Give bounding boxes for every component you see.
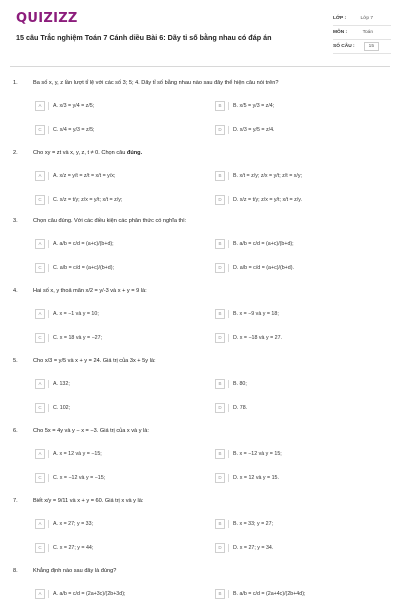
option-text: C. a/b = c/d = (a+c)/(b+d);	[53, 264, 114, 271]
answer-option-c[interactable]	[35, 542, 93, 553]
option-letter-box[interactable]: D	[215, 333, 225, 343]
quizizz-logo: QUIZIZZ	[16, 11, 78, 26]
option-letter-box[interactable]: A	[35, 171, 45, 181]
meta-panel	[333, 12, 391, 54]
option-letter-box[interactable]: B	[215, 449, 225, 459]
option-divider	[48, 520, 49, 528]
question-number: 8.	[13, 568, 18, 574]
option-text: A. x/3 = y/4 = z/5;	[53, 102, 95, 109]
option-letter-box[interactable]: D	[215, 263, 225, 273]
question-text: Cho 5x = 4y và y − x = −3. Giá trị của x và y là:	[33, 428, 149, 434]
option-letter-box[interactable]: D	[215, 543, 225, 553]
option-divider	[48, 264, 49, 272]
option-divider	[48, 310, 49, 318]
page-title: 15 câu Trắc nghiệm Toán 7 Cánh diều Bài 6: Dãy tỉ số bằng nhau có đáp án	[16, 33, 272, 42]
option-text: B. x = −12 và y = 15;	[233, 450, 282, 457]
option-text: C. x/4 = y/3 = z/5;	[53, 126, 95, 133]
option-letter-box[interactable]: D	[215, 195, 225, 205]
answer-option-d[interactable]	[215, 402, 247, 413]
option-text: D. 78.	[233, 404, 248, 411]
option-text: B. x/t = z/y; z/x = y/t; z/t = x/y;	[233, 172, 303, 179]
option-divider	[228, 590, 229, 598]
option-divider	[48, 450, 49, 458]
option-letter-box[interactable]: B	[215, 309, 225, 319]
option-letter-box[interactable]: A	[35, 589, 45, 599]
question-text: Ba số x, y, z lần lượt tỉ lệ với các số 3; 5; 4. Dãy tỉ số bằng nhau nào sau đây thể hiện câu nói trên?	[33, 80, 279, 86]
option-letter-box[interactable]: C	[35, 125, 45, 135]
answer-option-b[interactable]	[215, 378, 247, 389]
meta-class-row	[333, 12, 391, 26]
option-letter-box[interactable]: D	[215, 125, 225, 135]
answer-option-c[interactable]	[35, 194, 122, 205]
option-divider	[228, 310, 229, 318]
option-text: D. a/b = c/d = (a+c)/(b+d).	[233, 264, 294, 271]
option-letter-box[interactable]: C	[35, 543, 45, 553]
subject-value: Toán	[362, 30, 373, 35]
option-divider	[228, 380, 229, 388]
option-text: B. x = −9 và y = 18;	[233, 310, 279, 317]
option-text: A. 132;	[53, 380, 70, 387]
answer-option-b[interactable]	[215, 238, 294, 249]
question-number: 2.	[13, 150, 18, 156]
option-letter-box[interactable]: A	[35, 519, 45, 529]
option-divider	[48, 102, 49, 110]
answer-option-a[interactable]	[35, 378, 70, 389]
class-label: LỚP :	[333, 16, 347, 21]
question-number: 1.	[13, 80, 18, 86]
option-letter-box[interactable]: C	[35, 263, 45, 273]
option-letter-box[interactable]: B	[215, 171, 225, 181]
option-letter-box[interactable]: A	[35, 239, 45, 249]
option-letter-box[interactable]: A	[35, 449, 45, 459]
option-letter-box[interactable]: D	[215, 473, 225, 483]
answer-option-c[interactable]	[35, 472, 105, 483]
option-text: A. x = −1 và y = 10;	[53, 310, 99, 317]
question-text-main: Cho xy = zt và x, y, z, t ≠ 0. Chọn câu	[33, 150, 127, 156]
option-letter-box[interactable]: B	[215, 379, 225, 389]
option-letter-box[interactable]: A	[35, 379, 45, 389]
answer-option-c[interactable]	[35, 402, 70, 413]
count-label: SỐ CÂU :	[333, 44, 355, 49]
option-letter-box[interactable]: C	[35, 333, 45, 343]
option-letter-box[interactable]: D	[215, 403, 225, 413]
option-divider	[228, 126, 229, 134]
answer-option-a[interactable]	[35, 518, 93, 529]
option-text: A. a/b = c/d = (2a+3c)/(2b+3d);	[53, 590, 126, 597]
option-divider	[48, 590, 49, 598]
question-number: 6.	[13, 428, 18, 434]
option-divider	[48, 196, 49, 204]
option-divider	[48, 334, 49, 342]
meta-count-row	[333, 40, 391, 54]
subject-label: MÔN :	[333, 30, 348, 35]
option-text: B. a/b = c/d = (2a+4c)/(2b+4d);	[233, 590, 306, 597]
option-letter-box[interactable]: B	[215, 101, 225, 111]
answer-option-b[interactable]	[215, 170, 302, 181]
answer-option-a[interactable]	[35, 170, 115, 181]
answer-option-d[interactable]	[215, 194, 302, 205]
answer-option-b[interactable]	[215, 308, 279, 319]
option-divider	[228, 264, 229, 272]
option-text: D. x/z = t/y; z/x = y/t; x/t = z/y.	[233, 196, 302, 203]
option-text: B. x/5 = y/3 = z/4;	[233, 102, 275, 109]
question-text	[33, 150, 142, 156]
question-text: Cho x/3 = y/5 và x + y = 24. Giá trị của 3x + 5y là:	[33, 358, 156, 364]
question-number: 4.	[13, 288, 18, 294]
option-divider	[228, 172, 229, 180]
option-divider	[228, 240, 229, 248]
option-text: A. x/z = y/t = z/t = x/t = y/x;	[53, 172, 116, 179]
option-text: B. a/b = c/d = (a+c)/(b+d);	[233, 240, 294, 247]
option-text: B. 80;	[233, 380, 247, 387]
question-text: Biết x/y = 9/11 và x + y = 60. Giá trị x và y là:	[33, 498, 144, 504]
question-text: Chọn câu đúng. Với các điều kiện các phân thức có nghĩa thì:	[33, 218, 187, 224]
question-text: Khẳng định nào sau đây là đúng?	[33, 568, 117, 574]
option-letter-box[interactable]: B	[215, 589, 225, 599]
option-divider	[228, 334, 229, 342]
answer-option-a[interactable]	[35, 308, 99, 319]
option-divider	[228, 544, 229, 552]
option-divider	[48, 474, 49, 482]
answer-option-d[interactable]	[215, 262, 294, 273]
option-text: C. x = 18 và y = −27;	[53, 334, 103, 341]
question-text: Hai số x, y thoả mãn x/2 = y/-3 và x + y = 9 là:	[33, 288, 147, 294]
option-divider	[48, 126, 49, 134]
option-text: A. a/b = c/d = (a+c)/(b+d);	[53, 240, 114, 247]
option-text: D. x = 27; y = 34.	[233, 544, 274, 551]
option-text: C. x/z = t/y; z/x = y/t; x/t = z/y;	[53, 196, 123, 203]
answer-option-a[interactable]	[35, 238, 114, 249]
meta-subject-row	[333, 26, 391, 40]
answer-option-d[interactable]	[215, 124, 275, 135]
answer-option-d[interactable]	[215, 332, 282, 343]
answer-option-a[interactable]	[35, 448, 102, 459]
answer-option-b[interactable]	[215, 100, 274, 111]
question-number: 7.	[13, 498, 18, 504]
header-divider	[10, 66, 390, 67]
option-text: A. x = 12 và y = −15;	[53, 450, 102, 457]
option-text: C. x = −12 và y = −15;	[53, 474, 106, 481]
option-letter-box[interactable]: C	[35, 403, 45, 413]
option-letter-box[interactable]: B	[215, 519, 225, 529]
option-letter-box[interactable]: A	[35, 309, 45, 319]
answer-option-b[interactable]	[215, 518, 273, 529]
option-divider	[228, 450, 229, 458]
option-letter-box[interactable]: C	[35, 195, 45, 205]
option-text: D. x/3 = y/5 = z/4.	[233, 126, 275, 133]
question-text-emphasis: đúng.	[126, 150, 143, 156]
option-text: B. x = 33; y = 27;	[233, 520, 274, 527]
class-value: Lớp 7	[360, 16, 373, 21]
option-text: D. x = −18 và y = 27.	[233, 334, 283, 341]
count-value: 15	[364, 42, 379, 51]
option-divider	[48, 380, 49, 388]
option-divider	[228, 474, 229, 482]
option-divider	[48, 240, 49, 248]
answer-option-c[interactable]	[35, 124, 95, 135]
option-divider	[228, 196, 229, 204]
option-text: D. x = 12 và y = 15.	[233, 474, 279, 481]
answer-option-d[interactable]	[215, 542, 273, 553]
question-number: 3.	[13, 218, 18, 224]
option-divider	[48, 172, 49, 180]
option-letter-box[interactable]: C	[35, 473, 45, 483]
option-divider	[48, 404, 49, 412]
answer-option-c[interactable]	[35, 332, 102, 343]
answer-option-a[interactable]	[35, 588, 125, 599]
answer-option-a[interactable]	[35, 100, 94, 111]
option-divider	[228, 102, 229, 110]
option-divider	[228, 520, 229, 528]
answer-option-c[interactable]	[35, 262, 114, 273]
page-header	[0, 0, 400, 64]
answer-option-b[interactable]	[215, 588, 305, 599]
option-text: C. 102;	[53, 404, 71, 411]
option-text: C. x = 27; y = 44;	[53, 544, 94, 551]
option-letter-box[interactable]: A	[35, 101, 45, 111]
answer-option-b[interactable]	[215, 448, 282, 459]
answer-option-d[interactable]	[215, 472, 279, 483]
option-text: A. x = 27; y = 33;	[53, 520, 94, 527]
option-letter-box[interactable]: B	[215, 239, 225, 249]
option-divider	[48, 544, 49, 552]
option-divider	[228, 404, 229, 412]
question-number: 5.	[13, 358, 18, 364]
